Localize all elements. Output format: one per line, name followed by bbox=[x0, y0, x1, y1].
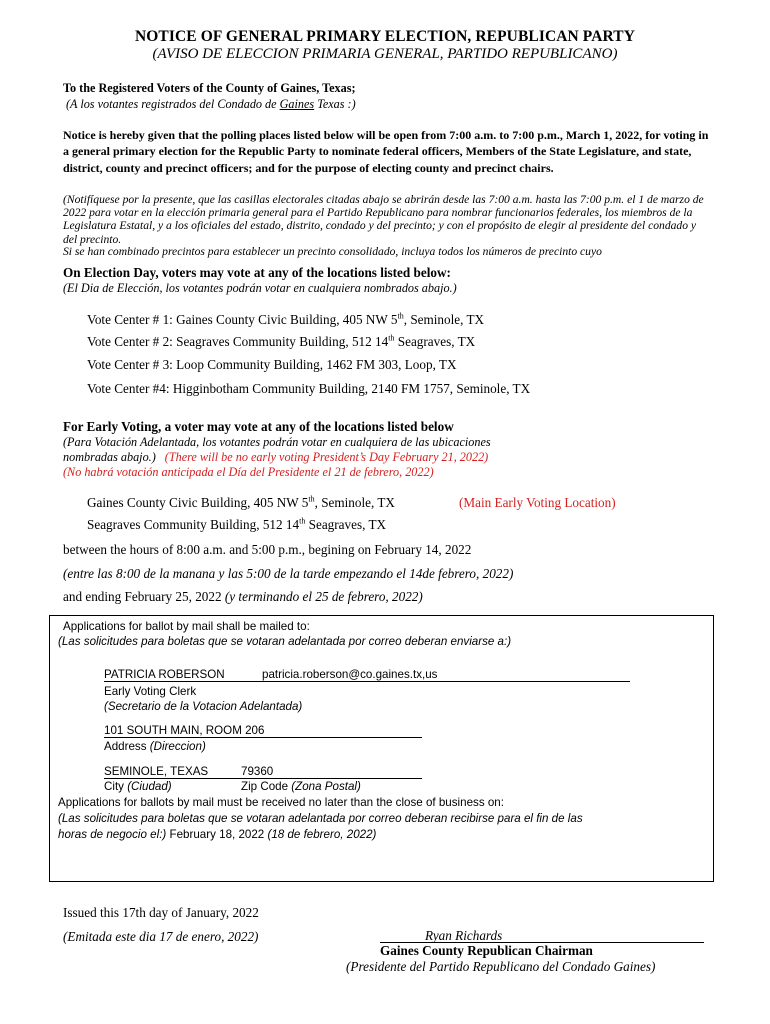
notice-title: NOTICE OF GENERAL PRIMARY ELECTION, REPUBLICAN PARTY bbox=[134, 28, 635, 45]
mail-deadline-spanish-2: horas de negocio el:) bbox=[58, 828, 167, 841]
mail-deadline-spanish: (Las solicitudes para boletas que se votaran adelantada por correo deberan recibirse para el fin de las bbox=[58, 812, 583, 825]
notice-paragraph: Notice is hereby given that the polling places listed below will be open from 7:00 a.m. to 7:00 p.m., March 1, 2022, for voting in a general primary election for the Republic Party to nominate federal officers, Members of the State Legislature, and state, district, county and precinct officers; and for the purpose of electing county and precinct chairs. bbox=[63, 128, 709, 175]
city-label-spanish: (Ciudad) bbox=[127, 780, 172, 793]
mail-deadline: Applications for ballots by mail must be received no later than the close of business on: bbox=[58, 796, 504, 809]
clerk-address-line bbox=[104, 724, 422, 738]
clerk-name: PATRICIA ROBERSON bbox=[104, 668, 262, 682]
vote-center-1-city: , Seminole, TX bbox=[403, 312, 485, 327]
city-zip-line bbox=[104, 765, 422, 779]
early-location-1 bbox=[87, 495, 395, 511]
vote-center-2-text: Vote Center # 2: Seagraves Community Building, 512 14 bbox=[87, 334, 389, 349]
early-voting-ending-spanish: (y terminando el 25 de febrero, 2022) bbox=[224, 589, 423, 604]
notice-paragraph-spanish: (Notifíquese por la presente, que las casillas electorales citadas abajo se abrirán desde las 7:00 a.m. hasta las 7:00 p.m. el 1 de marzo de 2022 para votar en la elección primaria general para el Partido Republicano para nombrar funcionarios federales, los miembros de la Legislatura Estatal, y a los oficiales del estado, distrito, condado y del precinto; y con el propósito de elegir al presidente del condado y del precinto. bbox=[63, 193, 704, 246]
clerk-zip: 79360 bbox=[241, 765, 422, 779]
greeting-spanish-text: (A los votantes registrados del Condado de bbox=[66, 97, 280, 111]
vote-center-1 bbox=[87, 312, 484, 328]
vote-center-3 bbox=[87, 357, 457, 373]
vote-center-2 bbox=[87, 334, 475, 350]
early-location-1-city: , Seminole, TX bbox=[314, 495, 395, 510]
vote-center-3-text: Vote Center # 3: Loop Community Building, 1462 FM 303, Loop, TX bbox=[87, 357, 457, 372]
greeting-state: Texas; bbox=[319, 81, 356, 95]
greeting bbox=[63, 81, 356, 96]
zip-label bbox=[241, 780, 361, 793]
early-voting-hours: between the hours of 8:00 a.m. and 5:00 p.m., begining on February 14, 2022 bbox=[63, 542, 472, 557]
election-day-heading: On Election Day, voters may vote at any of the locations listed below: bbox=[63, 265, 451, 280]
vote-center-2-sup: th bbox=[388, 333, 395, 343]
clerk-name-line bbox=[104, 668, 630, 682]
address-label bbox=[104, 740, 206, 753]
address-label-text: Address bbox=[104, 740, 150, 753]
notice-title-spanish: (AVISO DE ELECCION PRIMARIA GENERAL, PARTIDO REPUBLICANO) bbox=[152, 46, 618, 62]
early-voting-nombradas: nombradas abajo.) bbox=[63, 450, 156, 464]
mail-deadline-date-line bbox=[58, 828, 376, 841]
greeting-spanish bbox=[66, 97, 356, 112]
clerk-title-spanish: (Secretario de la Votacion Adelantada) bbox=[104, 700, 303, 713]
city-label-text: City bbox=[104, 780, 128, 793]
vote-center-4-text: Vote Center #4: Higginbotham Community Building, 2140 FM 1757, Seminole, TX bbox=[87, 381, 531, 396]
no-early-voting-note: (There will be no early voting President’s Day February 21, 2022) bbox=[164, 450, 489, 464]
clerk-city: SEMINOLE, TEXAS bbox=[104, 765, 241, 779]
signature-title: Gaines County Republican Chairman bbox=[380, 943, 593, 958]
early-location-2-text: Seagraves Community Building, 512 14 bbox=[87, 517, 300, 532]
early-location-2-city: Seagraves, TX bbox=[305, 517, 387, 532]
issued-date-spanish: (Emitada este dia 17 de enero, 2022) bbox=[63, 929, 259, 944]
early-location-2-sup: th bbox=[299, 516, 306, 526]
early-voting-hours-spanish: (entre las 8:00 de la manana y las 5:00 de la tarde empezando el 14de febrero, 2022) bbox=[63, 566, 514, 581]
election-day-heading-spanish: (El Dia de Elección, los votantes podrán votar en cualquiera nombrados abajo.) bbox=[63, 281, 457, 295]
early-voting-ending-text: and ending February 25, 2022 bbox=[63, 589, 225, 604]
clerk-address: 101 SOUTH MAIN, ROOM 206 bbox=[104, 724, 422, 738]
zip-label-text: Zip Code bbox=[241, 780, 292, 793]
early-location-2 bbox=[87, 517, 386, 533]
greeting-comma: , bbox=[316, 81, 320, 95]
no-early-voting-note-spanish: (No habrá votación anticipada el Día del Presidente el 21 de febrero, 2022) bbox=[63, 465, 434, 479]
vote-center-4 bbox=[87, 381, 530, 397]
greeting-spanish-state: Texas :) bbox=[314, 97, 356, 111]
mail-deadline-date-spanish: (18 de febrero, 2022) bbox=[267, 828, 377, 841]
early-location-1-text: Gaines County Civic Building, 405 NW 5 bbox=[87, 495, 309, 510]
early-voting-heading-spanish-2 bbox=[63, 450, 488, 465]
zip-label-spanish: (Zona Postal) bbox=[291, 780, 361, 793]
clerk-email: patricia.roberson@co.gaines.tx,us bbox=[262, 668, 630, 682]
vote-center-1-text: Vote Center # 1: Gaines County Civic Building, 405 NW 5 bbox=[87, 312, 398, 327]
address-label-spanish: (Direccion) bbox=[149, 740, 206, 753]
main-early-voting-label: (Main Early Voting Location) bbox=[459, 495, 616, 510]
early-voting-ending bbox=[63, 589, 423, 605]
greeting-spanish-county: Gaines bbox=[279, 97, 315, 111]
notice-paragraph-spanish-2: Si se han combinado precintos para establecer un precinto consolidado, incluya todos los números de precinto cuyo bbox=[63, 245, 602, 258]
early-location-1-sup: th bbox=[308, 494, 315, 504]
mail-deadline-date: February 18, 2022 bbox=[166, 828, 268, 841]
mail-ballot-instructions: Applications for ballot by mail shall be mailed to: bbox=[63, 620, 310, 633]
vote-center-1-sup: th bbox=[397, 311, 404, 321]
greeting-text: To the Registered Voters of the County of Gaines bbox=[63, 81, 317, 95]
city-label bbox=[104, 780, 172, 793]
clerk-title: Early Voting Clerk bbox=[104, 685, 197, 698]
issued-date: Issued this 17th day of January, 2022 bbox=[63, 905, 259, 920]
mail-ballot-instructions-spanish: (Las solicitudes para boletas que se votaran adelantada por correo deberan enviarse a:) bbox=[58, 635, 512, 648]
early-voting-heading-spanish: (Para Votación Adelantada, los votantes podrán votar en cualquiera de las ubicaciones bbox=[63, 435, 491, 449]
vote-center-2-city: Seagraves, TX bbox=[394, 334, 476, 349]
early-voting-heading: For Early Voting, a voter may vote at any of the locations listed below bbox=[63, 419, 454, 434]
signature-title-spanish: (Presidente del Partido Republicano del Condado Gaines) bbox=[346, 959, 656, 974]
signature-name: Ryan Richards bbox=[425, 928, 503, 943]
